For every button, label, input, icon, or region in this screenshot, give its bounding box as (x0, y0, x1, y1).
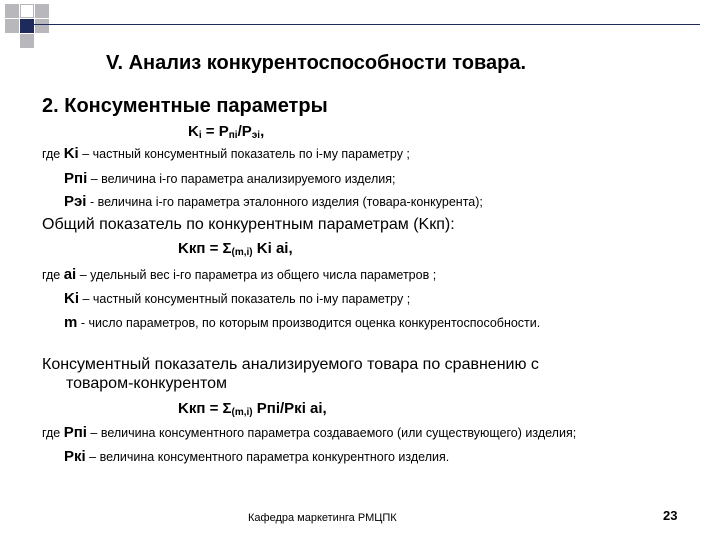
definition-text: – величина консументного параметра создаваемого (или существующего) изделия; (86, 426, 577, 440)
definition-text: – частный консументный показатель по i-му параметру ; (79, 292, 411, 306)
deco-square (35, 4, 49, 18)
definition-ai (42, 266, 436, 284)
deco-square (5, 4, 19, 18)
footer-text: Кафедра маркетинга РМЦПК (248, 512, 397, 524)
deco-square (20, 4, 34, 18)
slide-subtitle: 2. Консументные параметры (42, 95, 328, 117)
deco-square (35, 19, 49, 33)
page-number: 23 (663, 508, 678, 523)
definition-text: - величина i-го параметра эталонного изделия (товара-конкурента); (86, 195, 483, 209)
formula-part: Pпi/Pкi ai, (252, 400, 327, 417)
deco-square (20, 19, 34, 33)
definition-pki (64, 448, 449, 466)
formula-sub: эi (251, 130, 261, 141)
formula-part: Kкп = Σ (178, 240, 232, 257)
definition-pei (64, 193, 483, 211)
formula-sub: пi (228, 130, 238, 141)
slide-title: V. Анализ конкурентоспособности товара. (106, 52, 527, 74)
definition-symbol: Pкi (64, 448, 86, 465)
definition-symbol: ai (63, 266, 77, 283)
formula-kkp-2 (178, 400, 327, 417)
section-consumer-indicator-line1: Консументный показатель анализируемого товара по сравнению с (42, 356, 539, 373)
definition-symbol: Pпi (63, 424, 87, 441)
definition-text: – величина i-го параметра анализируемого изделия; (87, 172, 396, 186)
definition-text: – частный консументный показатель по i-му параметру ; (78, 147, 410, 161)
definition-ki (42, 145, 410, 163)
definition-text: – удельный вес i-го параметра из общего числа параметров ; (76, 268, 437, 282)
definition-prefix: где (42, 147, 64, 161)
definition-symbol: Ki (63, 145, 79, 162)
formula-sub: (m,i) (231, 247, 253, 258)
definition-prefix: где (42, 268, 64, 282)
definition-symbol: Pэi (64, 193, 87, 210)
deco-square (5, 19, 19, 33)
definition-prefix: где (42, 426, 64, 440)
formula-ki (188, 123, 264, 140)
definition-m (64, 314, 540, 332)
definition-ppi-2 (42, 424, 576, 442)
section-general-indicator: Общий показатель по конкурентным параметрам (Kкп): (42, 216, 455, 233)
formula-part: Ki ai, (252, 240, 293, 257)
formula-part: K (188, 123, 199, 140)
definition-text: – величина консументного параметра конкурентного изделия. (85, 450, 450, 464)
definition-symbol: m (64, 314, 78, 331)
formula-sub: (m,i) (231, 407, 253, 418)
formula-part: Kкп = Σ (178, 400, 232, 417)
formula-part: /P (237, 123, 252, 140)
formula-kkp (178, 240, 293, 257)
definition-ki-2 (64, 290, 410, 308)
deco-square (20, 34, 34, 48)
formula-part: = P (201, 123, 229, 140)
definition-symbol: Pпi (64, 170, 88, 187)
formula-part: , (260, 123, 265, 140)
definition-text: - число параметров, по которым производится оценка конкурентоспособности. (77, 316, 541, 330)
definition-ppi (64, 170, 396, 188)
section-consumer-indicator-line2: товаром-конкурентом (66, 375, 227, 392)
header-decoration (0, 0, 720, 60)
header-rule (20, 24, 700, 25)
formula-sub: i (198, 130, 202, 141)
definition-symbol: Ki (64, 290, 79, 307)
